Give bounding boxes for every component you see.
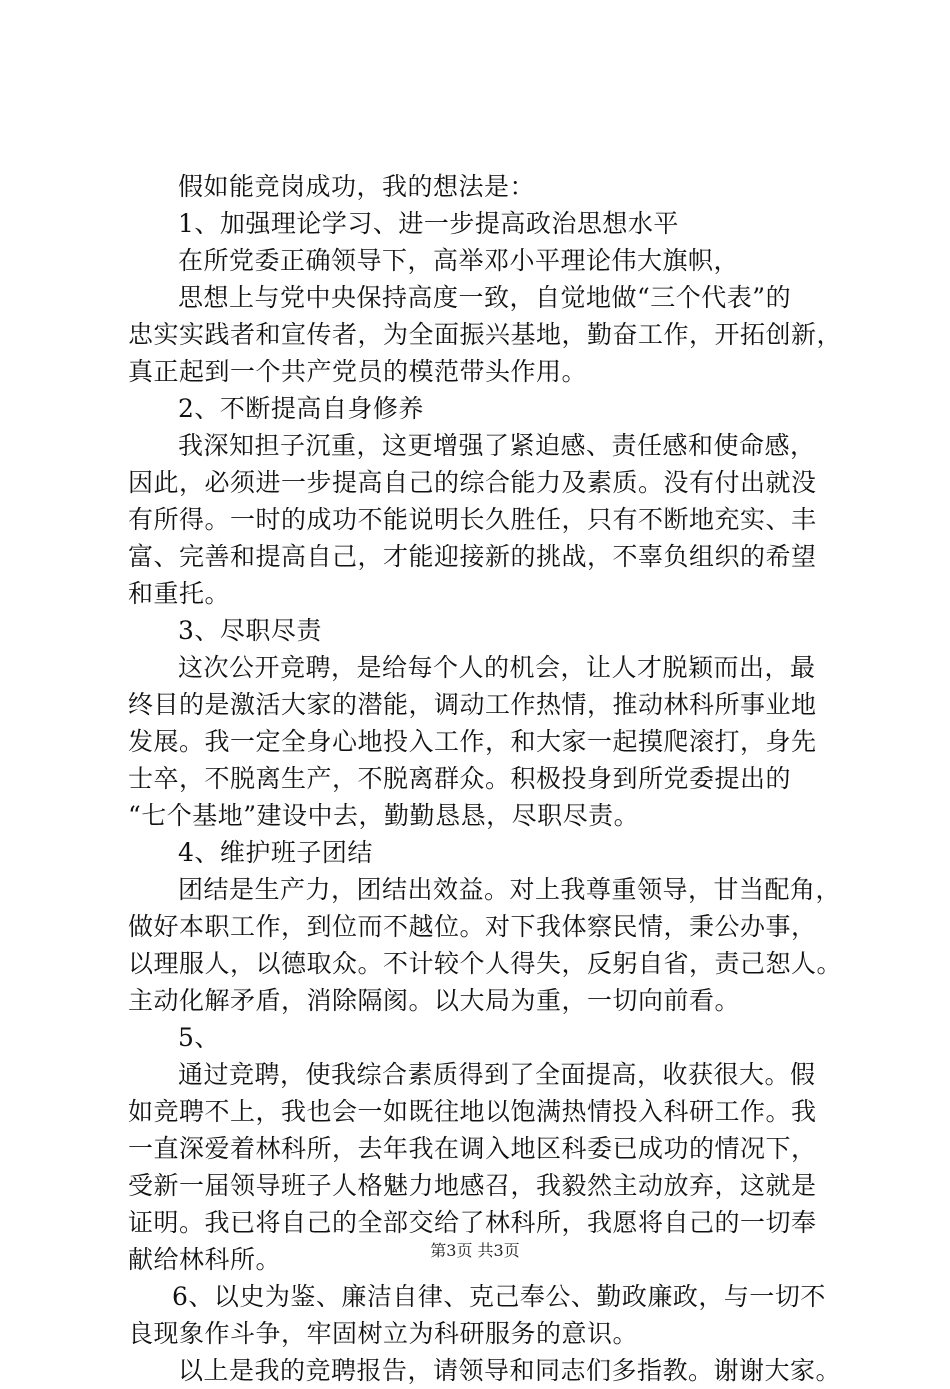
- page-number: 第3页 共3页: [430, 1241, 520, 1260]
- text-line: 受新一届领导班子人格魅力地感召，我毅然主动放弃，这就是: [128, 1171, 817, 1200]
- section-heading: 4、维护班子团结: [178, 838, 373, 867]
- text-line: 在所党委正确领导下，高举邓小平理论伟大旗帜，: [178, 246, 740, 275]
- section-heading: 1、加强理论学习、进一步提高政治思想水平: [178, 209, 679, 238]
- text-line: “七个基地”建设中去，勤勤恳恳，尽职尽责。: [128, 801, 640, 830]
- text-line: 通过竞聘，使我综合素质得到了全面提高，收获很大。假: [178, 1060, 816, 1089]
- document-body: [128, 168, 848, 1389]
- section-heading: 5、: [178, 1023, 220, 1052]
- text-line: 团结是生产力，团结出效益。对上我尊重领导，甘当配角，: [178, 875, 842, 904]
- text-line: 发展。我一定全身心地投入工作，和大家一起摸爬滚打，身先: [128, 727, 817, 756]
- text-line: 假如能竞岗成功，我的想法是：: [178, 172, 536, 201]
- text-line: 有所得。一时的成功不能说明长久胜任，只有不断地充实、丰: [128, 505, 817, 534]
- text-line: 富、完善和提高自己，才能迎接新的挑战，不辜负组织的希望: [128, 542, 817, 571]
- text-line: 这次公开竞聘，是给每个人的机会，让人才脱颖而出，最: [178, 653, 816, 682]
- section-heading: 2、不断提高自身修养: [178, 394, 424, 423]
- text-line: 思想上与党中央保持高度一致，自觉地做“三个代表”的: [178, 283, 792, 312]
- text-line: 真正起到一个共产党员的模范带头作用。: [128, 357, 588, 386]
- text-line: 终目的是激活大家的潜能，调动工作热情，推动林科所事业地: [128, 690, 817, 719]
- text-line: 因此，必须进一步提高自己的综合能力及素质。没有付出就没: [128, 468, 817, 497]
- text-line: 良现象作斗争，牢固树立为科研服务的意识。: [128, 1319, 639, 1348]
- page-footer: [0, 1240, 950, 1262]
- section-heading: 3、尽职尽责: [178, 616, 322, 645]
- text-line: 和重托。: [128, 579, 231, 608]
- closing-line: 以上是我的竞聘报告，请领导和同志们多指教。谢谢大家。: [178, 1356, 842, 1385]
- text-line: 一直深爱着林科所，去年我在调入地区科委已成功的情况下，: [128, 1134, 817, 1163]
- text-line: 我深知担子沉重，这更增强了紧迫感、责任感和使命感，: [178, 431, 816, 460]
- text-line: 献给林科所。: [128, 1245, 282, 1274]
- text-line: 以理服人，以德取众。不计较个人得失，反躬自省，责己恕人。: [128, 949, 843, 978]
- text-line: 主动化解矛盾，消除隔阂。以大局为重，一切向前看。: [128, 986, 741, 1015]
- text-line: 士卒，不脱离生产，不脱离群众。积极投身到所党委提出的: [128, 764, 792, 793]
- text-line: 证明。我已将自己的全部交给了林科所，我愿将自己的一切奉: [128, 1208, 817, 1237]
- text-line: 忠实实践者和宣传者，为全面振兴基地，勤奋工作，开拓创新，: [128, 320, 843, 349]
- text-line: 如竞聘不上，我也会一如既往地以饱满热情投入科研工作。我: [128, 1097, 817, 1126]
- text-line: 做好本职工作，到位而不越位。对下我体察民情，秉公办事，: [128, 912, 817, 941]
- section-heading: 6、以史为鉴、廉洁自律、克己奉公、勤政廉政，与一切不: [172, 1282, 826, 1311]
